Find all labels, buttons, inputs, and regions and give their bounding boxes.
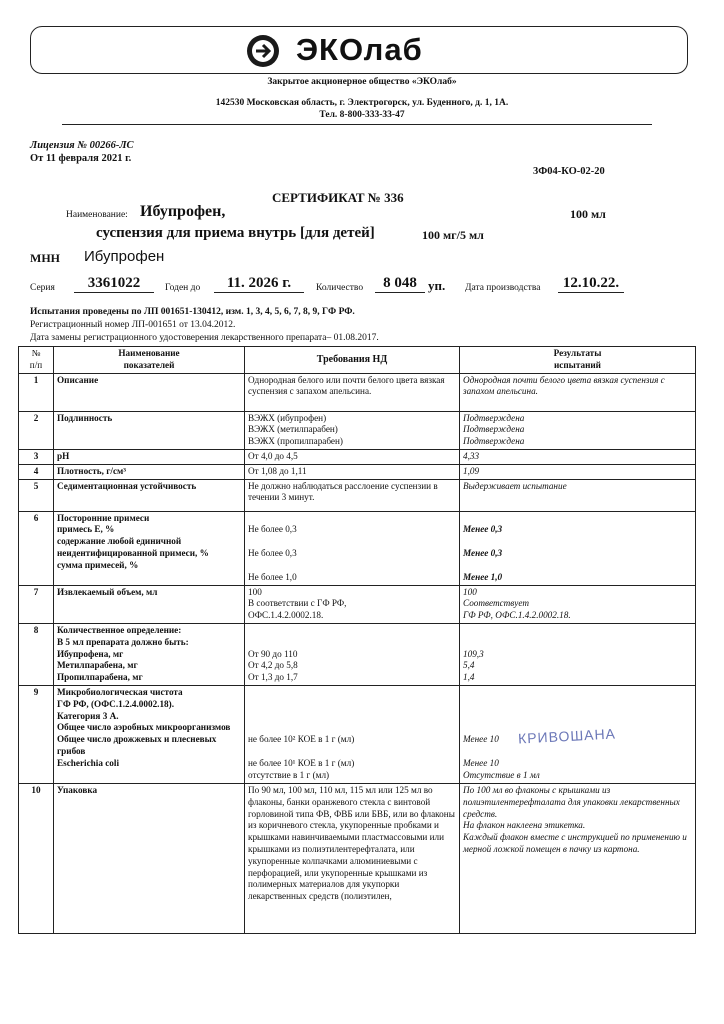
header-requirements: Требования НД [245,347,460,374]
ecolab-logo-icon [246,34,280,68]
result: 109,3 5,4 1,4 [460,623,696,685]
header-indicator: Наименование показателей [54,347,245,374]
signature-stamp: КРИВОШАНА [517,725,617,747]
inn-label: МНН [30,251,60,265]
requirement: По 90 мл, 100 мл, 110 мл, 115 мл или 125 мл во флаконы, банки оранжевого стекла с винтовой горловиной типа ФВ, ФВБ или БВБ, или во флаконы из коричневого стекла, укупоренные пробками и крышками навинчиваемыми пластмассовыми или крышками из полиэтилентерефталата, или укупоренные колпачками алюминиевыми с перфорацией, или укупоренные крышками из полимерных материалов для укупорки лекарственных средств (полиэтилен, [245,783,460,933]
brand-name: ЭКОлаб [296,32,423,67]
production-date-value: 12.10.22. [558,275,624,293]
requirement: Не более 0,3 Не более 0,3 Не более 1,0 [245,511,460,585]
table-row [19,411,696,449]
tests-basis: Испытания проведены по ЛП 001651-130412, изм. 1, 3, 4, 5, 6, 7, 8, 9, ГФ РФ. [30,307,355,317]
row-number: 1 [19,373,54,411]
registration-number: Регистрационный номер ЛП-001651 от 13.04.2012. [30,320,236,330]
inn-value: Ибупрофен [84,248,165,265]
series-label: Серия [30,283,55,293]
name-label: Наименование: [66,210,128,220]
requirement: 100 В соответствии с ГФ РФ, ОФС.1.4.2.0002.18. [245,585,460,623]
indicator-name: Плотность, г/см³ [54,464,245,479]
result: 4,33 [460,449,696,464]
table-row [19,449,696,464]
form-code: 3Ф04-КО-02-20 [533,166,605,177]
indicator-name: Описание [54,373,245,411]
result: Менее 0,3 Менее 0,3 Менее 1,0 [460,511,696,585]
indicator-name: Количественное определение: В 5 мл препарата должно быть: Ибупрофена, мг Метилпарабена, мг Пропилпарабена, мг [54,623,245,685]
expiry-label: Годен до [165,283,201,293]
product-name: Ибупрофен, [140,203,226,220]
table-row [19,479,696,511]
table-row [19,623,696,685]
row-number: 3 [19,449,54,464]
table-row [19,783,696,933]
production-date-label: Дата производства [465,283,541,293]
quantity-unit: уп. [428,278,446,293]
product-dosage: 100 мг/5 мл [422,228,484,242]
requirement: От 90 до 110 От 4,2 до 5,8 От 1,3 до 1,7 [245,623,460,685]
header-number: № п/п [19,347,54,374]
certificate-table [18,346,696,934]
series-value: 3361022 [74,275,154,293]
result: 100 Соответствует ГФ РФ, ОФС.1.4.2.0002.18. [460,585,696,623]
certificate-title: СЕРТИФИКАТ № 336 [272,190,404,205]
registration-replacement-date: Дата замены регистрационного удостоверения лекарственного препарата– 01.08.2017. [30,333,379,343]
requirement: не более 10² КОЕ в 1 г (мл) не более 10¹ КОЕ в 1 г (мл) отсутствие в 1 г (мл) [245,685,460,783]
company-address: 142530 Московская область, г. Электрогорск, ул. Буденного, д. 1, 1А. [215,98,509,108]
requirement: ВЭЖХ (ибупрофен) ВЭЖХ (метилпарабен) ВЭЖХ (пропилпарабен) [245,411,460,449]
row-number: 8 [19,623,54,685]
table-row [19,373,696,411]
table-header-row [19,347,696,374]
license-number: Лицензия № 00266-ЛС [30,140,134,151]
row-number: 5 [19,479,54,511]
row-number: 6 [19,511,54,585]
indicator-name: Подлинность [54,411,245,449]
license-date: От 11 февраля 2021 г. [30,153,132,164]
requirement: Однородная белого или почти белого цвета вязкая суспензия с запахом апельсина. [245,373,460,411]
requirement: От 4,0 до 4,5 [245,449,460,464]
result: Менее 10 Менее 10 Отсутствие в 1 мл [460,685,696,783]
result: По 100 мл во флаконы с крышками из полиэтилентерефталата для упаковки лекарственных средств. На флакон наклеена этикетка. Каждый флакон вместе с инструкцией по применению и мерной ложкой помещен в пачку из картона. [460,783,696,933]
indicator-name: Упаковка [54,783,245,933]
requirement: От 1,08 до 1,11 [245,464,460,479]
row-number: 10 [19,783,54,933]
row-number: 4 [19,464,54,479]
result: 1,09 [460,464,696,479]
quantity-label: Количество [316,283,364,293]
indicator-name: Посторонние примеси примесь Е, % содержание любой единичной неидентифицированной примеси, % сумма примесей, % [54,511,245,585]
product-volume: 100 мл [570,207,606,221]
result: Однородная почти белого цвета вязкая суспензия с запахом апельсина. [460,373,696,411]
company-name: Закрытое акционерное общество «ЭКОлаб» [267,77,457,87]
table-row [19,511,696,585]
indicator-name: Микробиологическая чистота ГФ РФ, (ОФС.1.2.4.0002.18). Категория 3 А. Общее число аэробных микроорганизмов Общее число дрожжевых и плесневых грибов Escherichia coli [54,685,245,783]
quantity-value: 8 048 [375,275,425,293]
indicator-name: pH [54,449,245,464]
table-row [19,585,696,623]
row-number: 7 [19,585,54,623]
result: Подтверждена Подтверждена Подтверждена [460,411,696,449]
indicator-name: Седиментационная устойчивость [54,479,245,511]
product-form: суспензия для приема внутрь [для детей] [96,225,375,241]
result: Выдерживает испытание [460,479,696,511]
header-divider [62,124,652,125]
company-phone: Тел. 8-800-333-33-47 [319,110,405,120]
table-row [19,464,696,479]
requirement: Не должно наблюдаться расслоение суспензии в течении 3 минут. [245,479,460,511]
row-number: 2 [19,411,54,449]
header-results: Результаты испытаний [460,347,696,374]
expiry-value: 11. 2026 г. [214,275,304,293]
row-number: 9 [19,685,54,783]
indicator-name: Извлекаемый объем, мл [54,585,245,623]
